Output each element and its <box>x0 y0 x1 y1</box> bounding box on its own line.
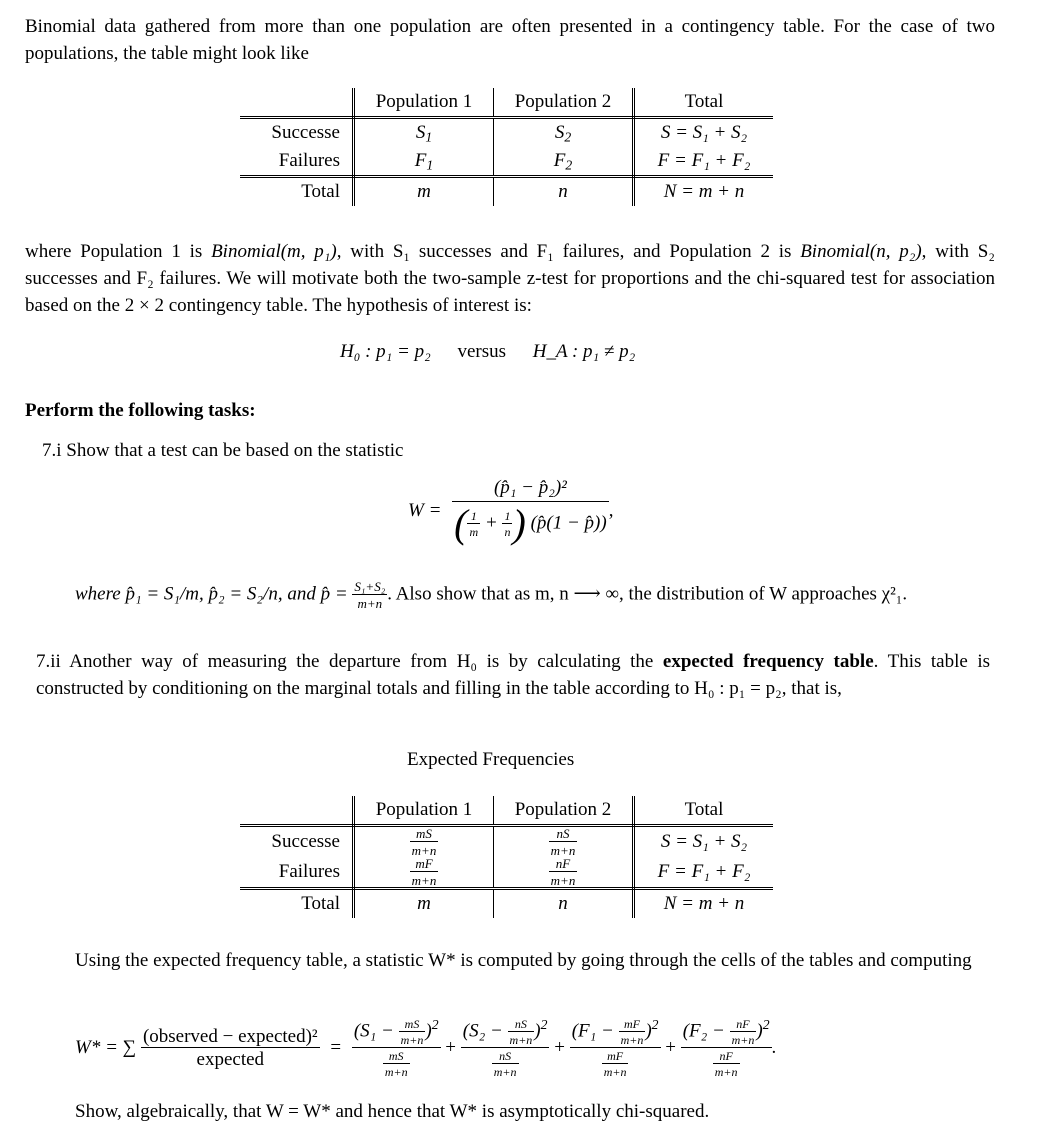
tasks-heading: Perform the following tasks: <box>25 400 256 421</box>
row-label: Successe <box>240 826 354 858</box>
table-cell: N = m + n <box>663 893 745 914</box>
table-cell: $\frac{mS}{m+n}$ <box>354 826 494 858</box>
expected-table-title: Expected Frequencies <box>407 749 575 770</box>
table-cell: S = S₁ + S₂ <box>660 122 748 143</box>
row-label: Successe <box>240 118 354 148</box>
row-label: Failures <box>240 857 354 889</box>
table-cell: N = m + n <box>663 181 745 202</box>
table-cell: $S_1$ <box>354 118 494 148</box>
table-cell: n <box>494 889 634 919</box>
table-cell: $\frac{nF}{m+n}$ <box>494 857 634 889</box>
table-header: Population 1 <box>354 796 494 826</box>
table-cell: $F_1$ <box>354 147 494 177</box>
table-cell: n <box>494 177 634 207</box>
table-cell: F = F₁ + F₂ <box>634 147 774 177</box>
task-7ii-paragraph: 7.ii Another way of measuring the departure from H₀ is by calculating the expected frequency table. This table is constructed by conditioning on the marginal totals and filling in the table according to H₀ : p₁ = p₂, that is, <box>36 651 991 699</box>
table-cell: $F_2$ <box>494 147 634 177</box>
final-instruction: Show, algebraically, that W = W* and hence that W* is asymptotically chi-squared. <box>75 1101 710 1122</box>
row-label: Total <box>240 177 354 207</box>
contingency-table <box>240 88 773 206</box>
table-header: Population 1 <box>354 88 494 118</box>
table-cell: m <box>354 889 494 919</box>
task-7i-where: where p̂₁ = S₁/m, p̂₂ = S₂/n, and p̂ = $\frac{\text{S₁+S₂}}{m+n}$ . Also show that as m, n ⟶ ∞, the distribution of W approaches χ²₁. <box>75 579 908 611</box>
table-cell: m <box>354 177 494 207</box>
row-label: Failures <box>240 147 354 177</box>
table-header: Population 2 <box>494 88 634 118</box>
w-formula: W = (p̂₁ − p̂₂)² ( $\frac{1}{m}$ + $\frac{1}{n}$ ) (p̂(1 − p̂)) , <box>408 477 614 546</box>
table-cell: $\frac{mF}{m+n}$ <box>354 857 494 889</box>
table-cell: S = S₁ + S₂ <box>660 831 748 852</box>
table-header: Total <box>634 796 774 826</box>
task-7i-label: 7.i Show that a test can be based on the statistic <box>42 440 404 461</box>
row-label: Total <box>240 889 354 919</box>
table-cell: $\frac{nS}{m+n}$ <box>494 826 634 858</box>
table-cell: $S_2$ <box>494 118 634 148</box>
wstar-intro: Using the expected frequency table, a statistic W* is computed by going through the cells of the tables and computing <box>75 950 972 971</box>
expected-frequency-table <box>240 796 773 918</box>
table-header: Total <box>634 88 774 118</box>
wstar-formula: W* = ∑ $\frac{\text{(observed − expected)²}}{\text{expected}}$ = (S₁ − $\frac{mS}{m+n}$ )$^2$ $\frac{mS}{m+n}$ + (S₂ − $\frac{nS}{m+n}$ )$^2$ $\frac{nS}{m+n}$ + (F₁ − $\frac{mF}{m+n}$ )$^2$ $\frac{mF}{m+n}$ + (F₂ − $\frac{nF}{m+n}$ )$^2$ $\frac{nF}{m+n}$ . <box>75 1016 777 1079</box>
hypothesis-line: H₀ : p₁ = p₂ versus H_A : p₁ ≠ p₂ <box>340 341 636 362</box>
table-header: Population 2 <box>494 796 634 826</box>
description-paragraph: where Population 1 is Binomial(m, p₁), with S₁ successes and F₁ failures, and Population 2 is Binomial(n, p₂), with S₂ successes and F₂ failures. We will motivate both the two-sample z-test for proportions and the chi-squared test for association based on the 2 × 2 contingency table. The hypothesis of interest is: <box>25 241 995 316</box>
table-cell: F = F₁ + F₂ <box>634 857 774 889</box>
intro-paragraph: Binomial data gathered from more than one population are often presented in a contingency table. For the case of two populations, the table might look like <box>25 16 995 64</box>
